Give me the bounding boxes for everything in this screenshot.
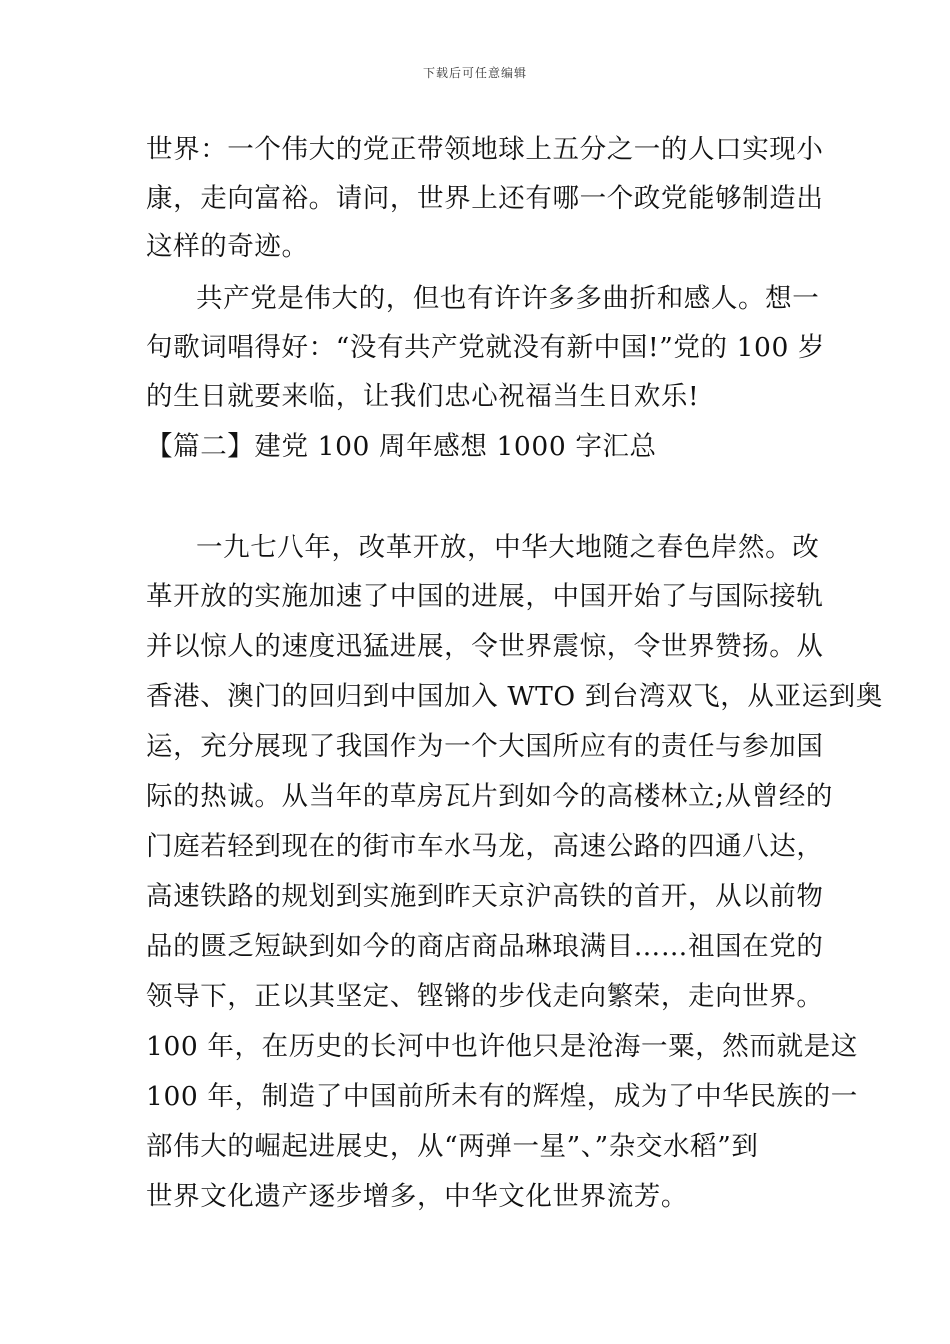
paragraph-line: 际的热诚。从当年的草房瓦片到如今的高楼林立;从曾经的 (146, 781, 834, 812)
paragraph-line: 世界：一个伟大的党正带领地球上五分之一的人口实现小 (146, 134, 824, 165)
paragraph-line: 高速铁路的规划到实施到昨天京沪高铁的首开，从以前物 (146, 881, 824, 912)
section-heading: 【篇二】建党 100 周年感想 1000 字汇总 (146, 431, 657, 462)
paragraph-line: 100 年，在历史的长河中也许他只是沧海一粟，然而就是这 (146, 1031, 858, 1062)
paragraph-line: 世界文化遗产逐步增多，中华文化世界流芳。 (146, 1181, 688, 1212)
paragraph-line: 门庭若轻到现在的街市车水马龙，高速公路的四通八达， (146, 831, 824, 862)
paragraph-line: 这样的奇迹。 (146, 231, 309, 262)
paragraph-line: 部伟大的崛起进展史，从“两弹一星”、”杂交水稻”到 (146, 1131, 759, 1162)
paragraph-line: 康，走向富裕。请问，世界上还有哪一个政党能够制造出 (146, 183, 824, 214)
paragraph-line: 的生日就要来临，让我们忠心祝福当生日欢乐! (146, 381, 700, 412)
paragraph-line: 香港、澳门的回归到中国加入 WTO 到台湾双飞，从亚运到奥 (146, 681, 883, 712)
paragraph-line: 并以惊人的速度迅猛进展，令世界震惊，令世界赞扬。从 (146, 631, 824, 662)
paragraph-line: 一九七八年，改革开放，中华大地随之春色岸然。改 (196, 532, 820, 563)
paragraph-line: 100 年，制造了中国前所未有的辉煌，成为了中华民族的一 (146, 1081, 858, 1112)
page-header: 下载后可任意编辑 (422, 66, 527, 80)
paragraph-line: 共产党是伟大的，但也有许许多多曲折和感人。想一 (196, 283, 820, 314)
paragraph-line: 革开放的实施加速了中国的进展，中国开始了与国际接轨 (146, 581, 824, 612)
paragraph-line: 运，充分展现了我国作为一个大国所应有的责任与参加国 (146, 731, 824, 762)
paragraph-line: 品的匮乏短缺到如今的商店商品琳琅满目……祖国在党的 (146, 931, 824, 962)
paragraph-line: 领导下，正以其坚定、铿锵的步伐走向繁荣，走向世界。 (146, 981, 824, 1012)
paragraph-line: 句歌词唱得好：“没有共产党就没有新中国!”党的 100 岁 (146, 332, 826, 363)
